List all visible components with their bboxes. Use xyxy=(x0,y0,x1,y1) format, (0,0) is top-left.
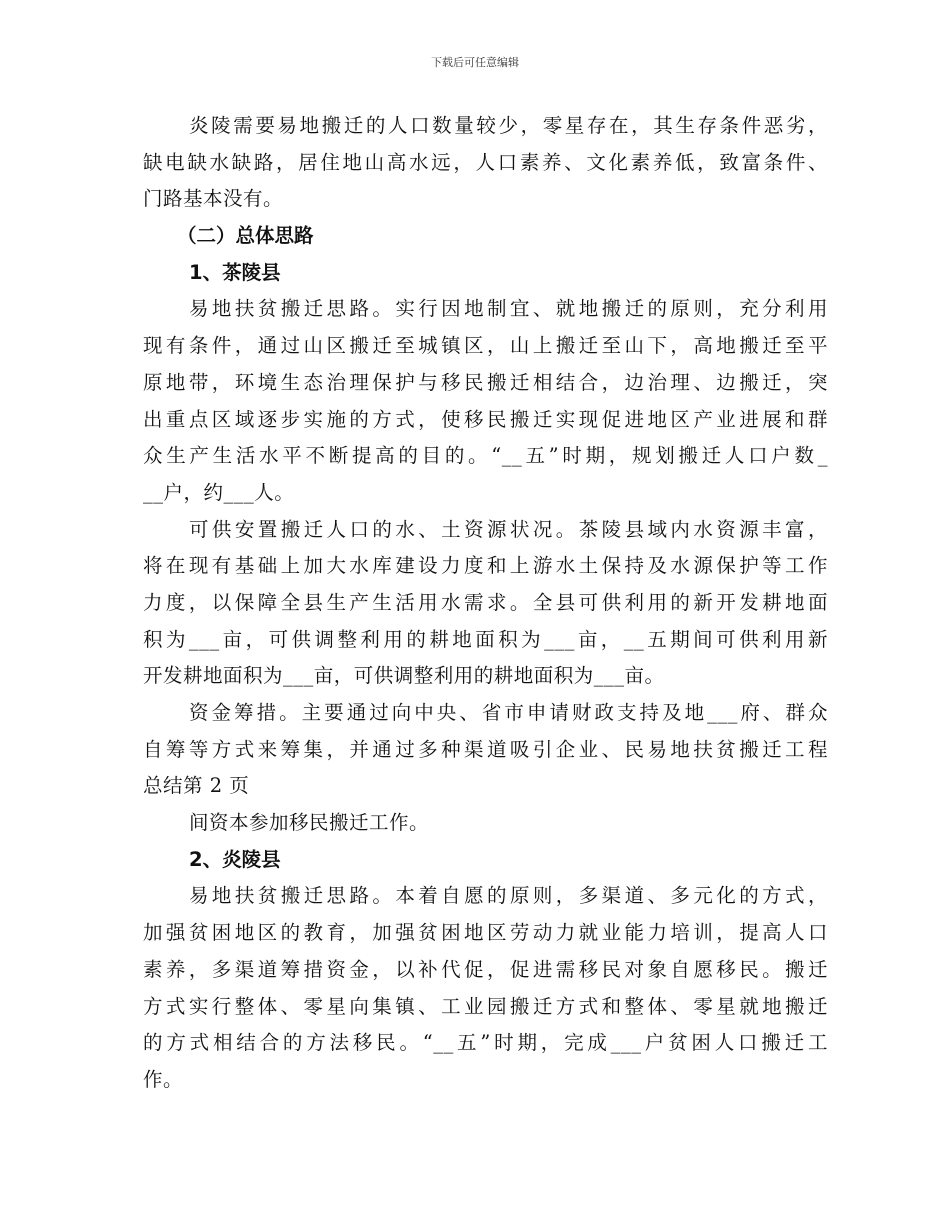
text-line: 开发耕地面积为___亩，可供调整利用的耕地面积为___亩。 xyxy=(143,664,665,688)
paragraph xyxy=(143,291,828,511)
text-line: 炎陵需要易地搬迁的人口数量较少，零星存在，其生存条件恶劣， xyxy=(189,114,828,137)
text-line: 门路基本没有。 xyxy=(143,187,284,211)
text-line: 素养，多渠道筹措资金，以补代促，促进需移民对象自愿移民。搬迁 xyxy=(143,957,828,981)
text-line: 资金筹措。主要通过向中央、省市申请财政支持及地___府、群众 xyxy=(189,701,828,724)
text-line: 众生产生活水平不断提高的目的。“__五”时期，规划搬迁人口户数_ xyxy=(143,444,828,468)
text-line: 缺电缺水缺路，居住地山高水远，人口素养、文化素养低，致富条件、 xyxy=(143,150,828,174)
text-line: 力度，以保障全县生产生活用水需求。全县可供利用的新开发耕地面 xyxy=(143,590,828,614)
text-line: 出重点区域逐步实施的方式，使移民搬迁实现促进地区产业进展和群 xyxy=(143,407,828,431)
text-line: 积为___亩，可供调整利用的耕地面积为___亩，__五期间可供利用新 xyxy=(143,627,828,651)
section-heading: 2、炎陵县 xyxy=(189,847,281,871)
text-line: 自筹等方式来筹集，并通过多种渠道吸引企业、民易地扶贫搬迁工程 xyxy=(143,737,828,761)
paragraph xyxy=(143,108,828,218)
text-line: 易地扶贫搬迁思路。实行因地制宜、就地搬迁的原则，充分利用 xyxy=(189,297,828,321)
text-line: 间资本参加移民搬迁工作。 xyxy=(189,811,430,835)
text-line: 易地扶贫搬迁思路。本着自愿的原则，多渠道、多元化的方式， xyxy=(189,884,828,908)
text-line: 作。 xyxy=(143,1067,184,1091)
text-line: __户，约___人。 xyxy=(143,480,295,504)
text-line: 可供安置搬迁人口的水、土资源状况。茶陵县域内水资源丰富， xyxy=(189,517,828,541)
section-heading: 1、茶陵县 xyxy=(189,260,281,284)
page-header: 下载后可任意编辑 xyxy=(431,56,519,69)
text-line: 的方式相结合的方法移民。“__五”时期，完成___户贫困人口搬迁工 xyxy=(143,1031,828,1055)
text-line: 将在现有基础上加大水库建设力度和上游水土保持及水源保护等工作 xyxy=(143,554,828,578)
text-line: 方式实行整体、零星向集镇、工业园搬迁方式和整体、零星就地搬迁 xyxy=(143,994,828,1018)
text-line: 总结第 2 页 xyxy=(143,774,250,798)
paragraph xyxy=(143,805,828,842)
section-heading: （二）总体思路 xyxy=(177,224,314,248)
text-line: 加强贫困地区的教育，加强贫困地区劳动力就业能力培训，提高人口 xyxy=(143,921,828,945)
document-body xyxy=(143,108,828,1099)
paragraph xyxy=(143,878,828,1098)
text-line: 原地带，环境生态治理保护与移民搬迁相结合，边治理、边搬迁，突 xyxy=(143,370,828,394)
text-line: 现有条件，通过山区搬迁至城镇区，山上搬迁至山下，高地搬迁至平 xyxy=(143,334,828,358)
paragraph xyxy=(143,695,828,805)
paragraph xyxy=(143,512,828,695)
